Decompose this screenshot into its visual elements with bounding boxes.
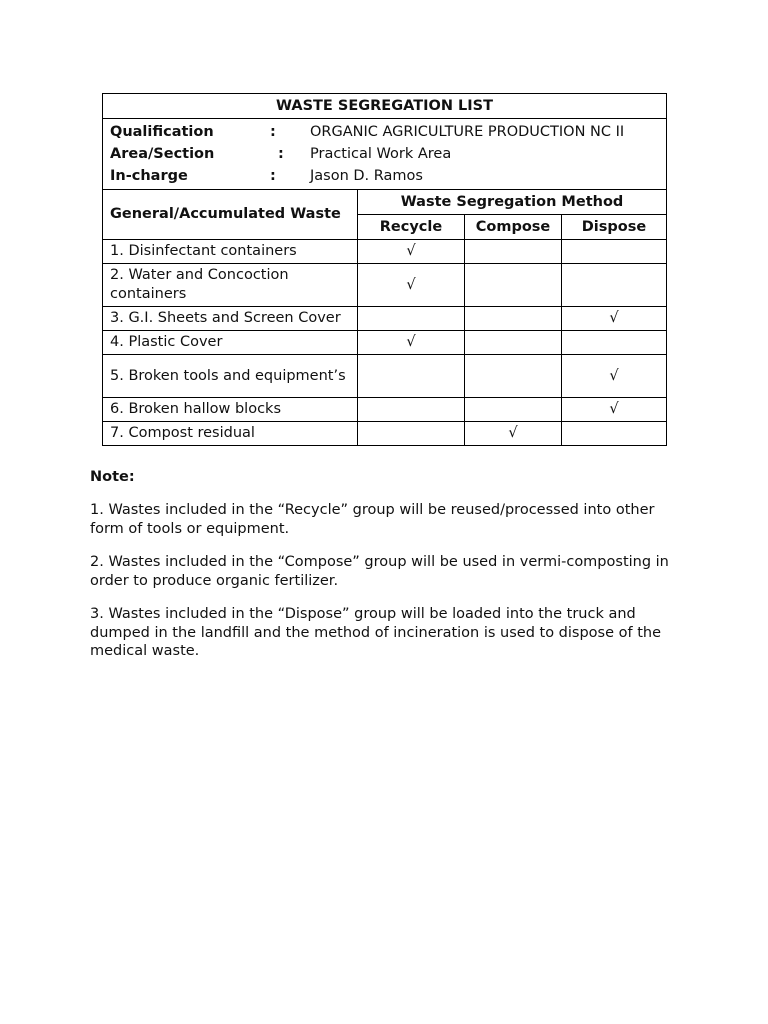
dispose-check-cell xyxy=(562,331,667,355)
recycle-check-cell xyxy=(358,355,465,398)
recycle-column-header: Recycle xyxy=(358,215,465,240)
recycle-check-cell: √ xyxy=(358,264,465,307)
info-value: ORGANIC AGRICULTURE PRODUCTION NC II xyxy=(310,123,625,140)
info-colon: : xyxy=(270,123,276,140)
note-heading: Note: xyxy=(90,469,135,485)
recycle-check-cell xyxy=(358,422,465,446)
info-label: In-charge xyxy=(110,167,188,184)
info-value: Jason D. Ramos xyxy=(310,167,423,184)
note-item: 3. Wastes included in the “Dispose” group will be loaded into the truck and dumped in the landfill and the method of incineration is used to dispose of the medical waste. xyxy=(90,606,662,659)
waste-name-cell: 3. G.I. Sheets and Screen Cover xyxy=(103,307,358,331)
recycle-check-cell xyxy=(358,307,465,331)
table-title: WASTE SEGREGATION LIST xyxy=(103,94,667,119)
table-row xyxy=(103,264,667,307)
table-row xyxy=(103,398,667,422)
info-colon: : xyxy=(278,145,284,162)
method-column-header: Waste Segregation Method xyxy=(358,190,667,215)
note-item: 1. Wastes included in the “Recycle” group will be reused/processed into other form of tools or equipment. xyxy=(90,502,655,537)
recycle-check-cell: √ xyxy=(358,240,465,264)
info-row-in-charge xyxy=(110,165,659,187)
compose-check-cell xyxy=(465,398,562,422)
note-item: 2. Wastes included in the “Compose” group will be used in vermi-composting in order to produce organic fertilizer. xyxy=(90,554,669,589)
compose-check-cell xyxy=(465,307,562,331)
waste-name-cell: 2. Water and Concoction containers xyxy=(103,264,358,307)
compose-check-cell xyxy=(465,240,562,264)
dispose-column-header: Dispose xyxy=(562,215,667,240)
info-colon: : xyxy=(270,167,276,184)
waste-name-cell: 4. Plastic Cover xyxy=(103,331,358,355)
dispose-check-cell xyxy=(562,240,667,264)
table-row xyxy=(103,307,667,331)
waste-column-header: General/Accumulated Waste xyxy=(103,190,358,240)
recycle-check-cell: √ xyxy=(358,331,465,355)
compose-check-cell xyxy=(465,264,562,307)
waste-name-cell: 6. Broken hallow blocks xyxy=(103,398,358,422)
dispose-check-cell: √ xyxy=(562,355,667,398)
dispose-check-cell xyxy=(562,422,667,446)
dispose-check-cell: √ xyxy=(562,307,667,331)
table-row xyxy=(103,331,667,355)
info-value: Practical Work Area xyxy=(310,145,452,162)
dispose-check-cell: √ xyxy=(562,398,667,422)
table-row xyxy=(103,422,667,446)
info-label: Qualification xyxy=(110,123,214,140)
waste-name-cell: 7. Compost residual xyxy=(103,422,358,446)
compose-column-header: Compose xyxy=(465,215,562,240)
dispose-check-cell xyxy=(562,264,667,307)
info-row-area xyxy=(110,143,659,165)
compose-check-cell: √ xyxy=(465,422,562,446)
info-label: Area/Section xyxy=(110,145,215,162)
info-row-qualification xyxy=(110,121,659,143)
waste-name-cell: 5. Broken tools and equipment’s xyxy=(103,355,358,398)
table-row xyxy=(103,240,667,264)
compose-check-cell xyxy=(465,355,562,398)
table-row xyxy=(103,355,667,398)
info-block xyxy=(103,119,667,190)
waste-name-cell: 1. Disinfectant containers xyxy=(103,240,358,264)
waste-segregation-table xyxy=(102,93,667,446)
compose-check-cell xyxy=(465,331,562,355)
recycle-check-cell xyxy=(358,398,465,422)
